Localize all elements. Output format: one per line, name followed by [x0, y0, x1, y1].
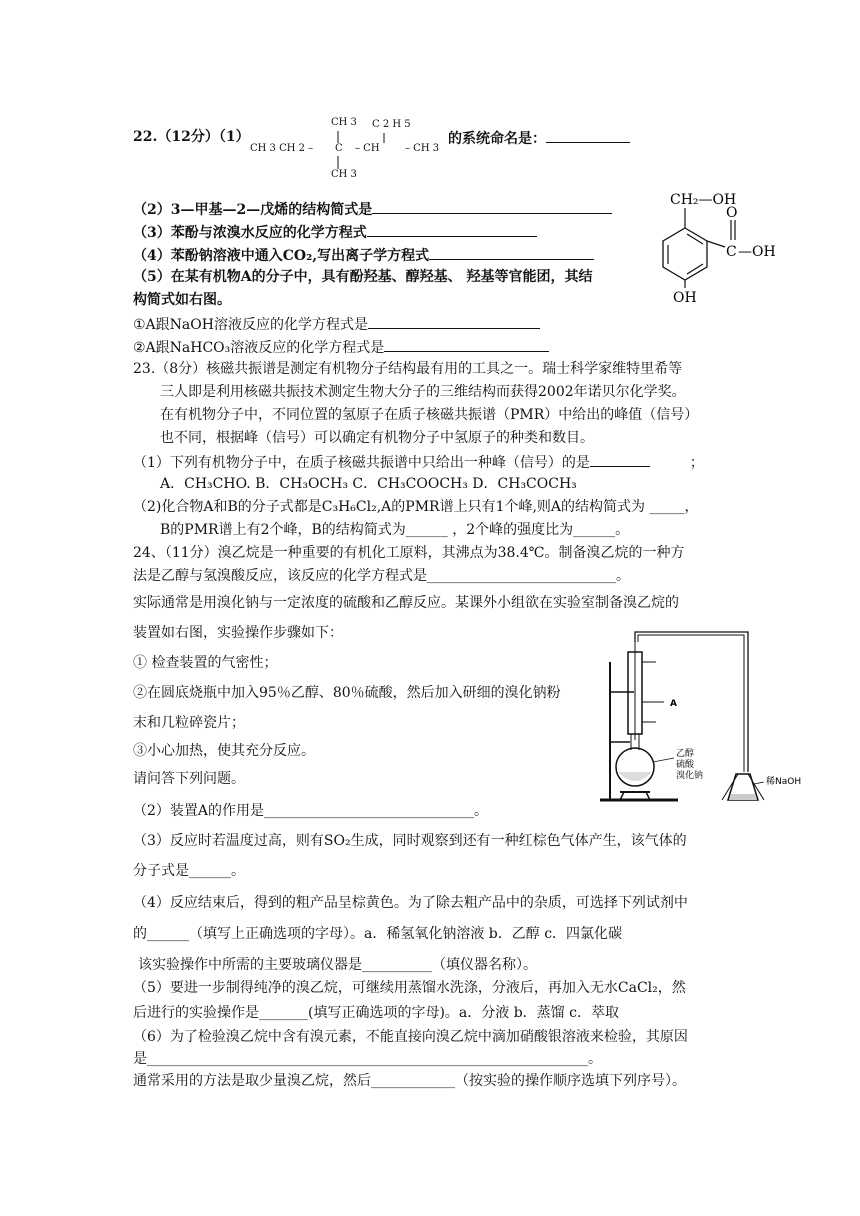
- q24-line4: 装置如右图，实验操作步骤如下：: [133, 625, 343, 641]
- struct-bottom-ch3: CH 3: [331, 169, 357, 180]
- q24-ask: 请问答下列问题。: [133, 771, 245, 787]
- molecule-a-diagram: [645, 188, 795, 308]
- q24-part5: （5）要进一步制得纯净的溴乙烷，可继续用蒸馏水洗涤，分液后，再加入无水CaCl₂，然: [133, 980, 686, 996]
- q24-part4b: 的______（填写上正确选项的字母）。a．稀氢氧化钠溶液 b．乙醇 c．四氯化碳: [133, 926, 623, 942]
- answer-blank[interactable]: [367, 222, 537, 237]
- answer-blank[interactable]: [429, 245, 594, 260]
- answer-blank[interactable]: [372, 199, 612, 214]
- q24-line1: 24、（11分）溴乙烷是一种重要的有机化工原料，其沸点为38.4℃。制备溴乙烷的一种方: [133, 545, 685, 561]
- flask-label-nabr: 溴化钠: [676, 771, 704, 781]
- q22-header: 22.（12分）（1）: [133, 129, 250, 145]
- flask-label-acid: 硫酸: [676, 760, 695, 770]
- label-a: A: [670, 699, 677, 709]
- q24-part4: （4）反应结束后，得到的粗产品呈棕黄色。为了除去粗产品中的杂质，可选择下列试剂中: [133, 895, 688, 911]
- q24-part6c: 通常采用的方法是取少量溴乙烷，然后____________（按实验的操作顺序选填下列序号）。: [133, 1073, 686, 1089]
- q22-part3: （3）苯酚与浓溴水反应的化学方程式: [133, 222, 537, 242]
- struct-main-left: CH 3 CH 2 –: [250, 143, 314, 154]
- q24-line2: 法是乙醇与氢溴酸反应，该反应的化学方程式是___________________________。: [133, 568, 630, 584]
- naoh-label: 稀NaOH: [766, 777, 802, 787]
- mol-ring-oh: OH: [673, 290, 697, 306]
- answer-blank[interactable]: [590, 452, 650, 467]
- q24-step2b: 末和几粒碎瓷片；: [133, 715, 245, 731]
- q23-line4: 也不同，根据峰（信号）可以确定有机物分子中氢原子的种类和数目。: [160, 430, 594, 446]
- q23-part1: （1）下列有机物分子中，在质子核磁共振谱中只给出一种峰（信号）的是 ；: [133, 452, 704, 472]
- struct-main-right: – CH 3: [405, 143, 440, 154]
- q23-options: A．CH₃CHO. B．CH₃OCH₃ C．CH₃COOCH₃ D．CH₃COCH₃: [160, 476, 577, 492]
- q22-part4: （4）苯酚钠溶液中通入CO₂,写出离子学方程式: [133, 245, 594, 265]
- q22-part5-1: ①A跟NaOH溶液反应的化学方程式是: [133, 314, 540, 334]
- apparatus-diagram: [598, 622, 813, 802]
- q22-part5b: 构简式如右图。: [133, 292, 231, 308]
- q23-part2b: B的PMR谱上有2个峰，B的结构简式为______ ，2个峰的强度比为______。: [160, 522, 630, 538]
- flask-label-ethanol: 乙醇: [676, 749, 695, 759]
- q22-part2: （2）3—甲基—2—戊烯的结构简式是: [133, 199, 612, 219]
- struct-top-ch3: CH 3: [331, 117, 357, 128]
- q24-part4c: 该实验操作中所需的主要玻璃仪器是__________（填仪器名称）。: [138, 957, 537, 973]
- structure-formula: [245, 113, 445, 183]
- struct-bonds: [245, 113, 445, 183]
- q24-step3: ③小心加热，使其充分反应。: [133, 743, 315, 759]
- q22-part5-2: ②A跟NaHCO₃溶液反应的化学方程式是: [133, 337, 549, 357]
- mol-cooh-oh: —OH: [738, 244, 776, 260]
- answer-blank[interactable]: [546, 128, 630, 143]
- q24-step1: ① 检查装置的气密性；: [133, 655, 278, 671]
- mol-cooh-o: O: [726, 205, 738, 221]
- answer-blank[interactable]: [384, 337, 549, 352]
- naming-prompt: 的系统命名是：: [448, 128, 630, 148]
- q23-part2: （2)化合物A和B的分子式都是C₃H₆Cl₂,A的PMR谱上只有1个峰,则A的结构简式为 _____，: [133, 499, 699, 515]
- q24-part6: （6）为了检验溴乙烷中含有溴元素，不能直接向溴乙烷中滴加硝酸银溶液来检验，其原因: [133, 1029, 688, 1045]
- q23-line1: 23.（8分）核磁共振谱是测定有机物分子结构最有用的工具之一。瑞士科学家维特里希等: [133, 361, 683, 377]
- mol-cooh-c: C: [726, 244, 737, 260]
- q24-step2: ②在圆底烧瓶中加入95％乙醇、80％硫酸，然后加入研细的溴化钠粉: [133, 685, 561, 701]
- mol-ch2oh: CH₂—OH: [670, 192, 737, 208]
- answer-blank[interactable]: [368, 314, 540, 329]
- q23-line2: 三人即是利用核磁共振技术测定生物大分子的三维结构而获得2002年诺贝尔化学奖。: [160, 384, 686, 400]
- q23-line3: 在有机物分子中，不同位置的氢原子在质子核磁共振谱（PMR）中给出的峰值（信号）: [160, 407, 699, 423]
- q24-line3: 实际通常是用溴化钠与一定浓度的硫酸和乙醇反应。某课外小组欲在实验室制备溴乙烷的: [133, 595, 679, 611]
- q24-part5b: 后进行的实验操作是_______(填写正确选项的字母)。a．分液 b．蒸馏 c．萃取: [133, 1005, 619, 1021]
- q24-part2: （2）装置A的作用是______________________________。: [133, 803, 489, 819]
- q22-part5: （5）在某有机物A的分子中，具有酚羟基、醇羟基、 羟基等官能团，其结: [133, 269, 593, 285]
- q24-part3: （3）反应时若温度过高，则有SO₂生成，同时观察到还有一种红棕色气体产生，该气体的: [133, 833, 687, 849]
- struct-top-c2h5: C 2 H 5: [372, 119, 411, 130]
- struct-main-c: C: [335, 143, 343, 154]
- q24-part6b: 是_______________________________________________________________。: [133, 1051, 602, 1067]
- q24-part3b: 分子式是______。: [133, 863, 245, 879]
- struct-main-ch: – CH: [355, 143, 380, 154]
